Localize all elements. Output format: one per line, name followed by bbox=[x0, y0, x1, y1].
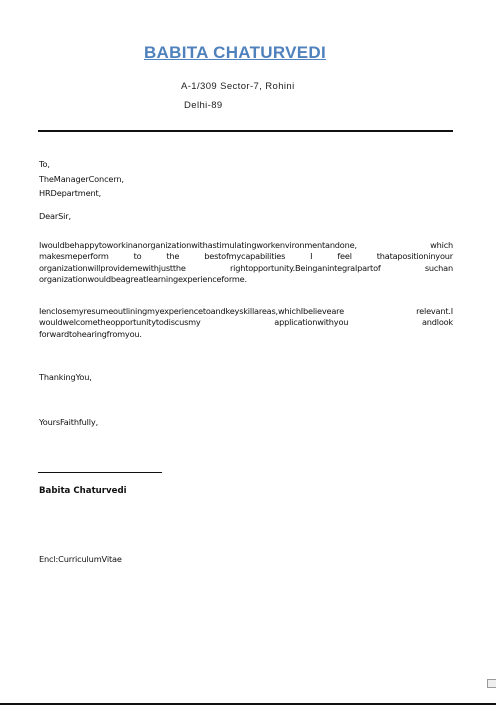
text-span: Iwouldbehappytoworkinanorganizationwithastimulatingworkenvironmentandone, bbox=[39, 240, 357, 250]
signature-name: Babita Chaturvedi bbox=[39, 486, 127, 496]
paragraph-line bbox=[39, 240, 453, 251]
text-span: rightopportunity.Beinganintegralpartof bbox=[230, 262, 381, 273]
text-span: relevant.I bbox=[416, 306, 453, 316]
closing-yours: YoursFaithfully, bbox=[39, 417, 99, 427]
text-span: to bbox=[133, 251, 142, 262]
recipient-to: To, bbox=[39, 159, 50, 169]
text-span: wouldwelcometheopportunitytodiscusmy bbox=[39, 317, 201, 328]
page-bottom-border bbox=[0, 703, 496, 705]
body-paragraph-2 bbox=[39, 306, 453, 340]
paragraph-line bbox=[39, 274, 453, 285]
paragraph-line bbox=[39, 329, 453, 340]
text-span: andlook bbox=[421, 317, 453, 328]
text-span: the bbox=[166, 251, 180, 262]
paragraph-line bbox=[39, 306, 453, 317]
text-span: feel bbox=[337, 251, 352, 262]
text-span: organizationwouldbeagreatlearningexperienceforme. bbox=[39, 273, 247, 284]
text-span: bestofmycapabilities bbox=[204, 251, 286, 262]
paragraph-line bbox=[39, 317, 453, 328]
salutation: DearSir, bbox=[39, 211, 71, 221]
text-span: applicationwithyou bbox=[274, 317, 349, 328]
text-span: thatapositioninyour bbox=[376, 251, 453, 262]
closing-thanks: ThankingYou, bbox=[39, 372, 92, 382]
recipient-line-1: TheManagerConcern, bbox=[39, 174, 124, 184]
signature-line bbox=[38, 472, 162, 473]
paragraph-line bbox=[39, 251, 453, 262]
text-span: which bbox=[430, 240, 453, 250]
address-line-1: A-1/309 Sector-7, Rohini bbox=[181, 81, 295, 92]
sender-name-heading: BABITA CHATURVEDI bbox=[143, 43, 327, 62]
text-span: suchan bbox=[424, 262, 453, 273]
text-span: organizationwillprovidemewithjustthe bbox=[39, 262, 186, 273]
address-line-2: Delhi-89 bbox=[184, 100, 223, 111]
resize-grip-icon[interactable] bbox=[487, 679, 496, 688]
body-paragraph-1 bbox=[39, 240, 453, 285]
paragraph-line bbox=[39, 263, 453, 274]
text-span: Ienclosemyresumeoutliningmyexperiencetoandkeyskillareas,whichIbelieveare bbox=[39, 306, 344, 316]
text-span: makesmeperform bbox=[39, 251, 109, 262]
text-span: forwardtohearingfromyou. bbox=[39, 328, 142, 339]
header-divider bbox=[38, 130, 453, 132]
text-span: I bbox=[310, 251, 313, 262]
recipient-line-2: HRDepartment, bbox=[39, 188, 102, 198]
enclosure-note: Encl:CurriculumVitae bbox=[39, 554, 122, 564]
